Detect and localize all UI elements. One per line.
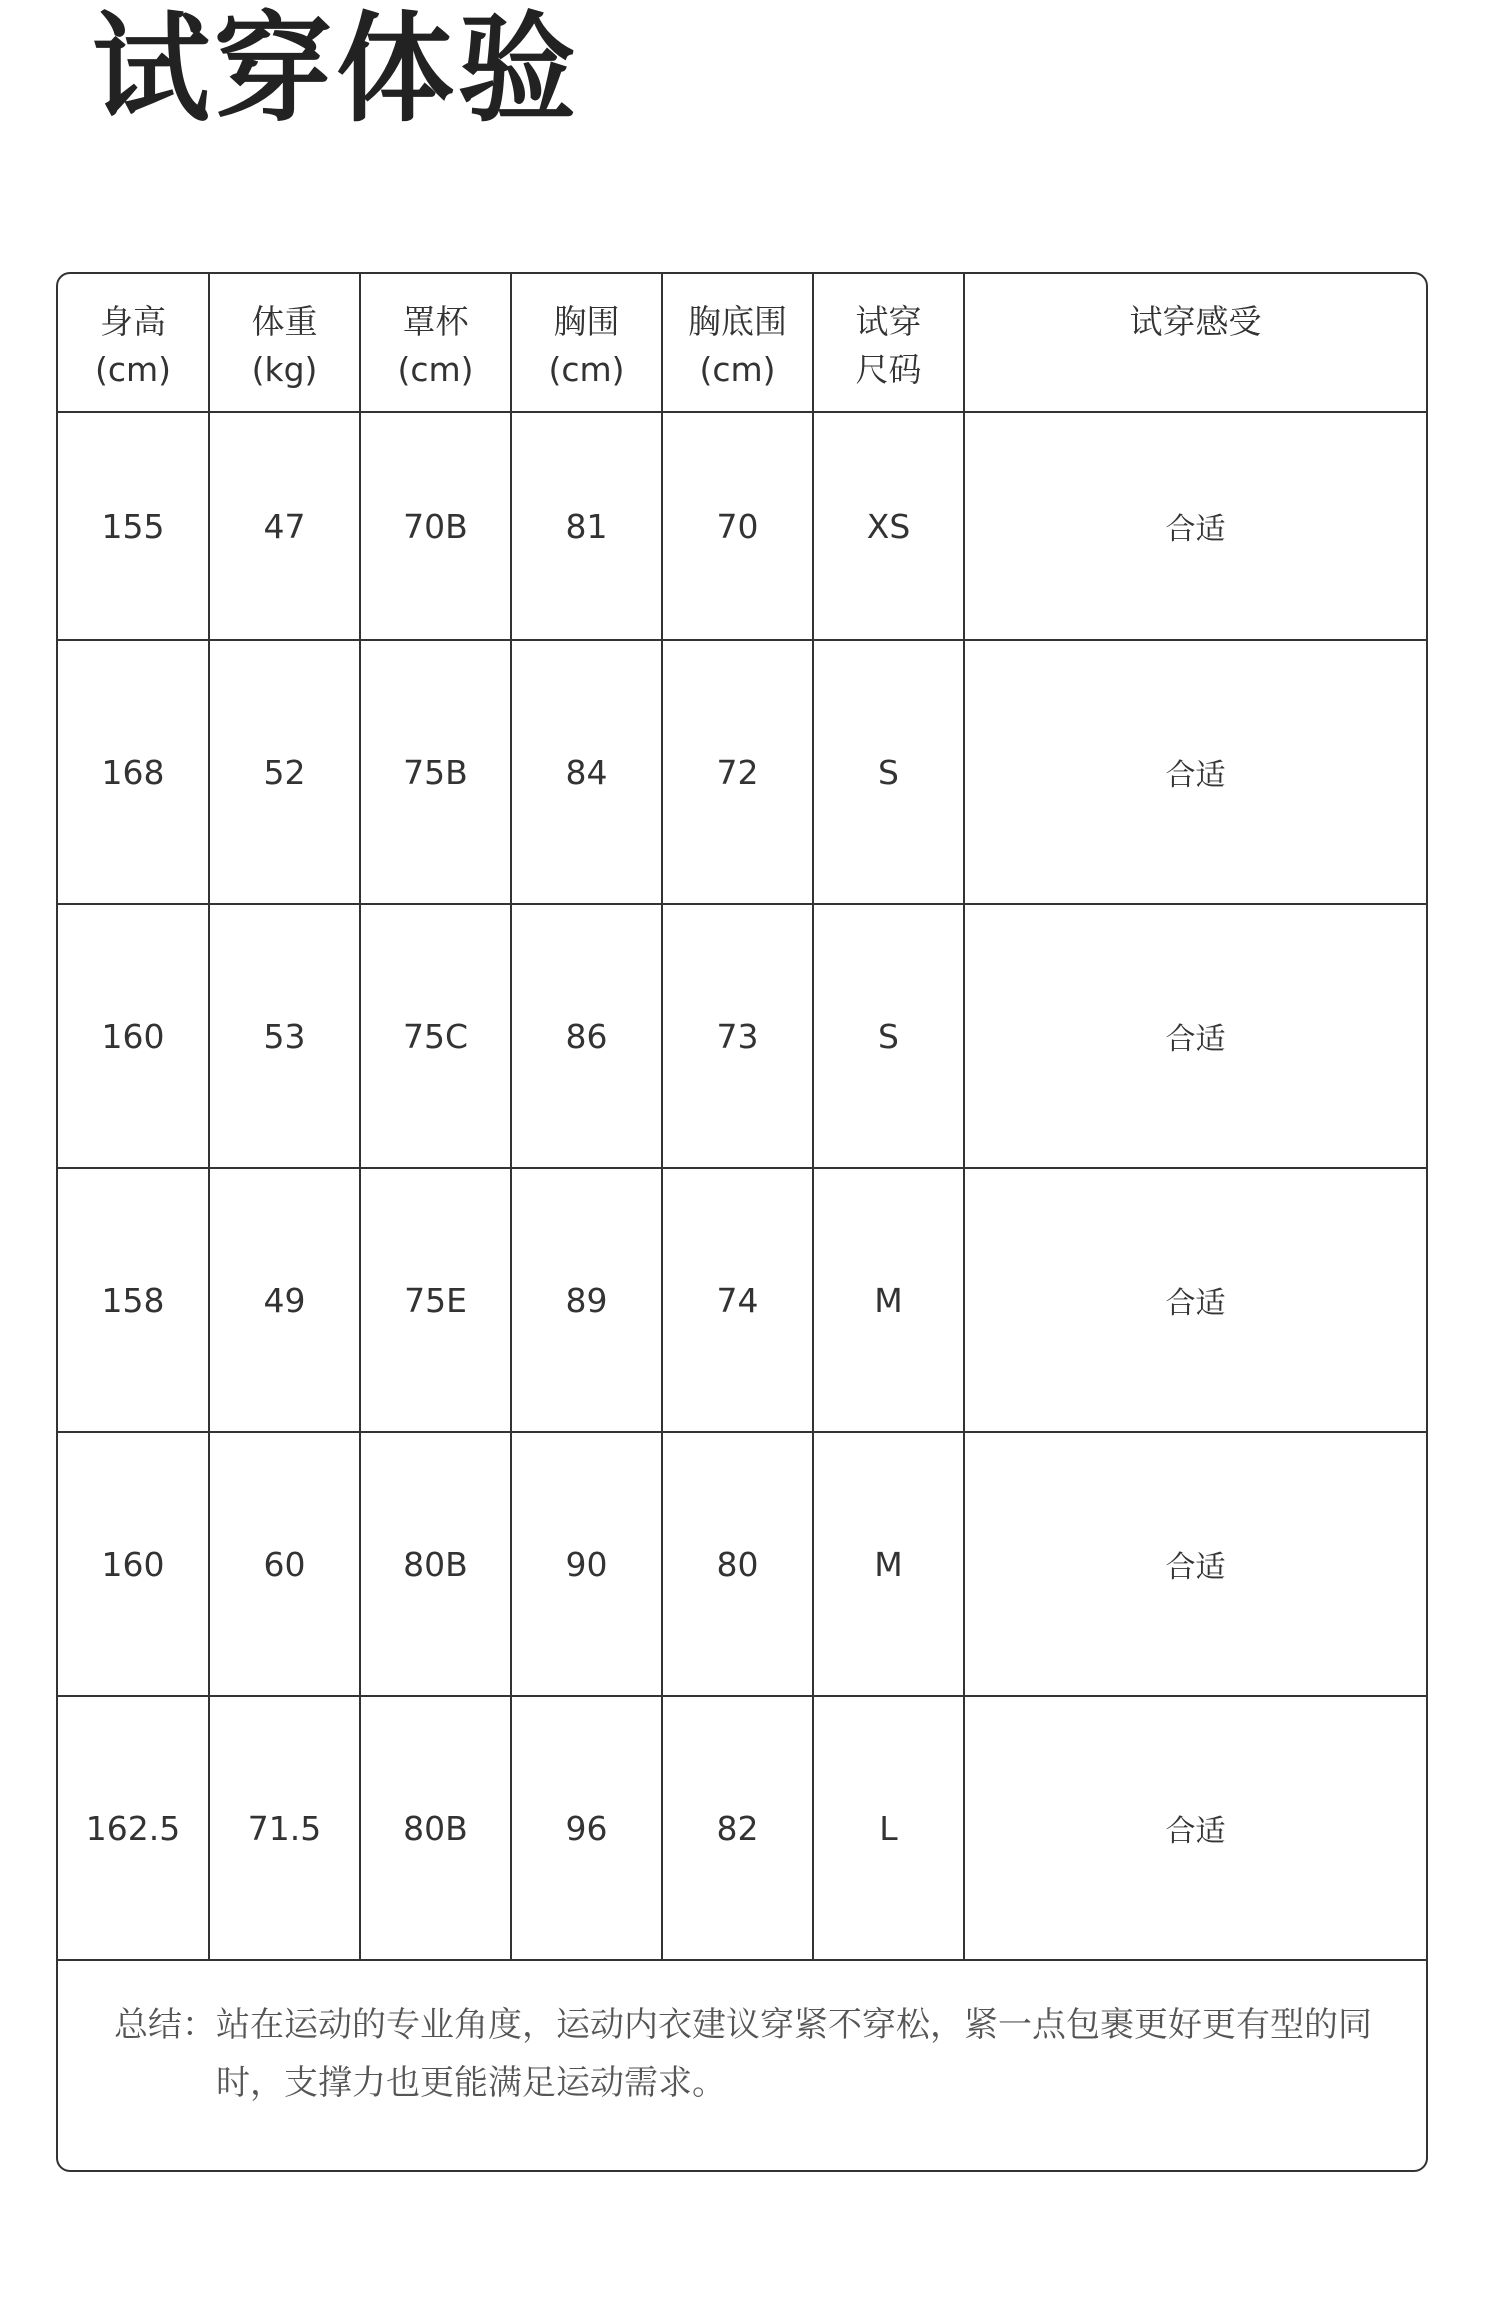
cell-size: M	[813, 1168, 964, 1432]
cell-weight: 60	[209, 1432, 360, 1696]
header-weight-unit: (kg)	[251, 350, 318, 389]
cell-height: 160	[58, 1432, 209, 1696]
header-bust	[511, 274, 662, 412]
header-cup-label: 罩杯	[402, 302, 469, 341]
header-underbust-unit: (cm)	[699, 350, 776, 389]
cell-height: 158	[58, 1168, 209, 1432]
cell-weight: 53	[209, 904, 360, 1168]
header-feel-label: 试穿感受	[1129, 302, 1262, 341]
cell-cup: 80B	[360, 1432, 511, 1696]
cell-feel: 合适	[964, 412, 1426, 640]
cell-size: S	[813, 640, 964, 904]
table-row	[58, 640, 1426, 904]
cell-cup: 75E	[360, 1168, 511, 1432]
cell-cup: 80B	[360, 1696, 511, 1960]
cell-underbust: 74	[662, 1168, 813, 1432]
cell-weight: 47	[209, 412, 360, 640]
table-row	[58, 412, 1426, 640]
cell-bust: 81	[511, 412, 662, 640]
header-height	[58, 274, 209, 412]
header-cup-unit: (cm)	[397, 350, 474, 389]
cell-height: 155	[58, 412, 209, 640]
cell-size: M	[813, 1432, 964, 1696]
cell-height: 162.5	[58, 1696, 209, 1960]
header-height-unit: (cm)	[94, 350, 172, 389]
cell-cup: 75B	[360, 640, 511, 904]
cell-underbust: 80	[662, 1432, 813, 1696]
cell-weight: 49	[209, 1168, 360, 1432]
cell-bust: 86	[511, 904, 662, 1168]
trial-experience-card	[56, 272, 1428, 2172]
header-cup	[360, 274, 511, 412]
cell-feel: 合适	[964, 904, 1426, 1168]
table-header-row	[58, 274, 1426, 412]
cell-underbust: 72	[662, 640, 813, 904]
header-height-label: 身高	[100, 302, 166, 341]
header-weight-label: 体重	[251, 302, 318, 341]
cell-feel: 合适	[964, 640, 1426, 904]
cell-size: S	[813, 904, 964, 1168]
cell-underbust: 82	[662, 1696, 813, 1960]
cell-underbust: 73	[662, 904, 813, 1168]
cell-bust: 84	[511, 640, 662, 904]
cell-weight: 71.5	[209, 1696, 360, 1960]
cell-height: 168	[58, 640, 209, 904]
header-size-label-2: 尺码	[855, 350, 922, 389]
cell-bust: 89	[511, 1168, 662, 1432]
header-size	[813, 274, 964, 412]
summary-section	[58, 1958, 1426, 2170]
summary-text: 站在运动的专业角度，运动内衣建议穿紧不穿松，紧一点包裹更好更有型的同时，支撑力也更能满足运动需求。	[216, 2005, 1372, 2103]
cell-size: XS	[813, 412, 964, 640]
cell-cup: 75C	[360, 904, 511, 1168]
table-row	[58, 1696, 1426, 1960]
cell-size: L	[813, 1696, 964, 1960]
table-row	[58, 904, 1426, 1168]
trial-table	[58, 274, 1426, 1961]
cell-bust: 96	[511, 1696, 662, 1960]
header-bust-label: 胸围	[553, 302, 620, 341]
cell-weight: 52	[209, 640, 360, 904]
cell-cup: 70B	[360, 412, 511, 640]
cell-underbust: 70	[662, 412, 813, 640]
cell-feel: 合适	[964, 1168, 1426, 1432]
table-row	[58, 1168, 1426, 1432]
header-weight	[209, 274, 360, 412]
table-row	[58, 1432, 1426, 1696]
cell-height: 160	[58, 904, 209, 1168]
cell-feel: 合适	[964, 1696, 1426, 1960]
summary-label: 总结：	[114, 2005, 216, 2045]
header-underbust	[662, 274, 813, 412]
cell-feel: 合适	[964, 1432, 1426, 1696]
header-underbust-label: 胸底围	[688, 302, 787, 341]
header-feel	[964, 274, 1426, 412]
header-size-label: 试穿	[855, 302, 922, 341]
page-title: 试穿体验	[92, 0, 581, 138]
header-bust-unit: (cm)	[548, 350, 625, 389]
cell-bust: 90	[511, 1432, 662, 1696]
